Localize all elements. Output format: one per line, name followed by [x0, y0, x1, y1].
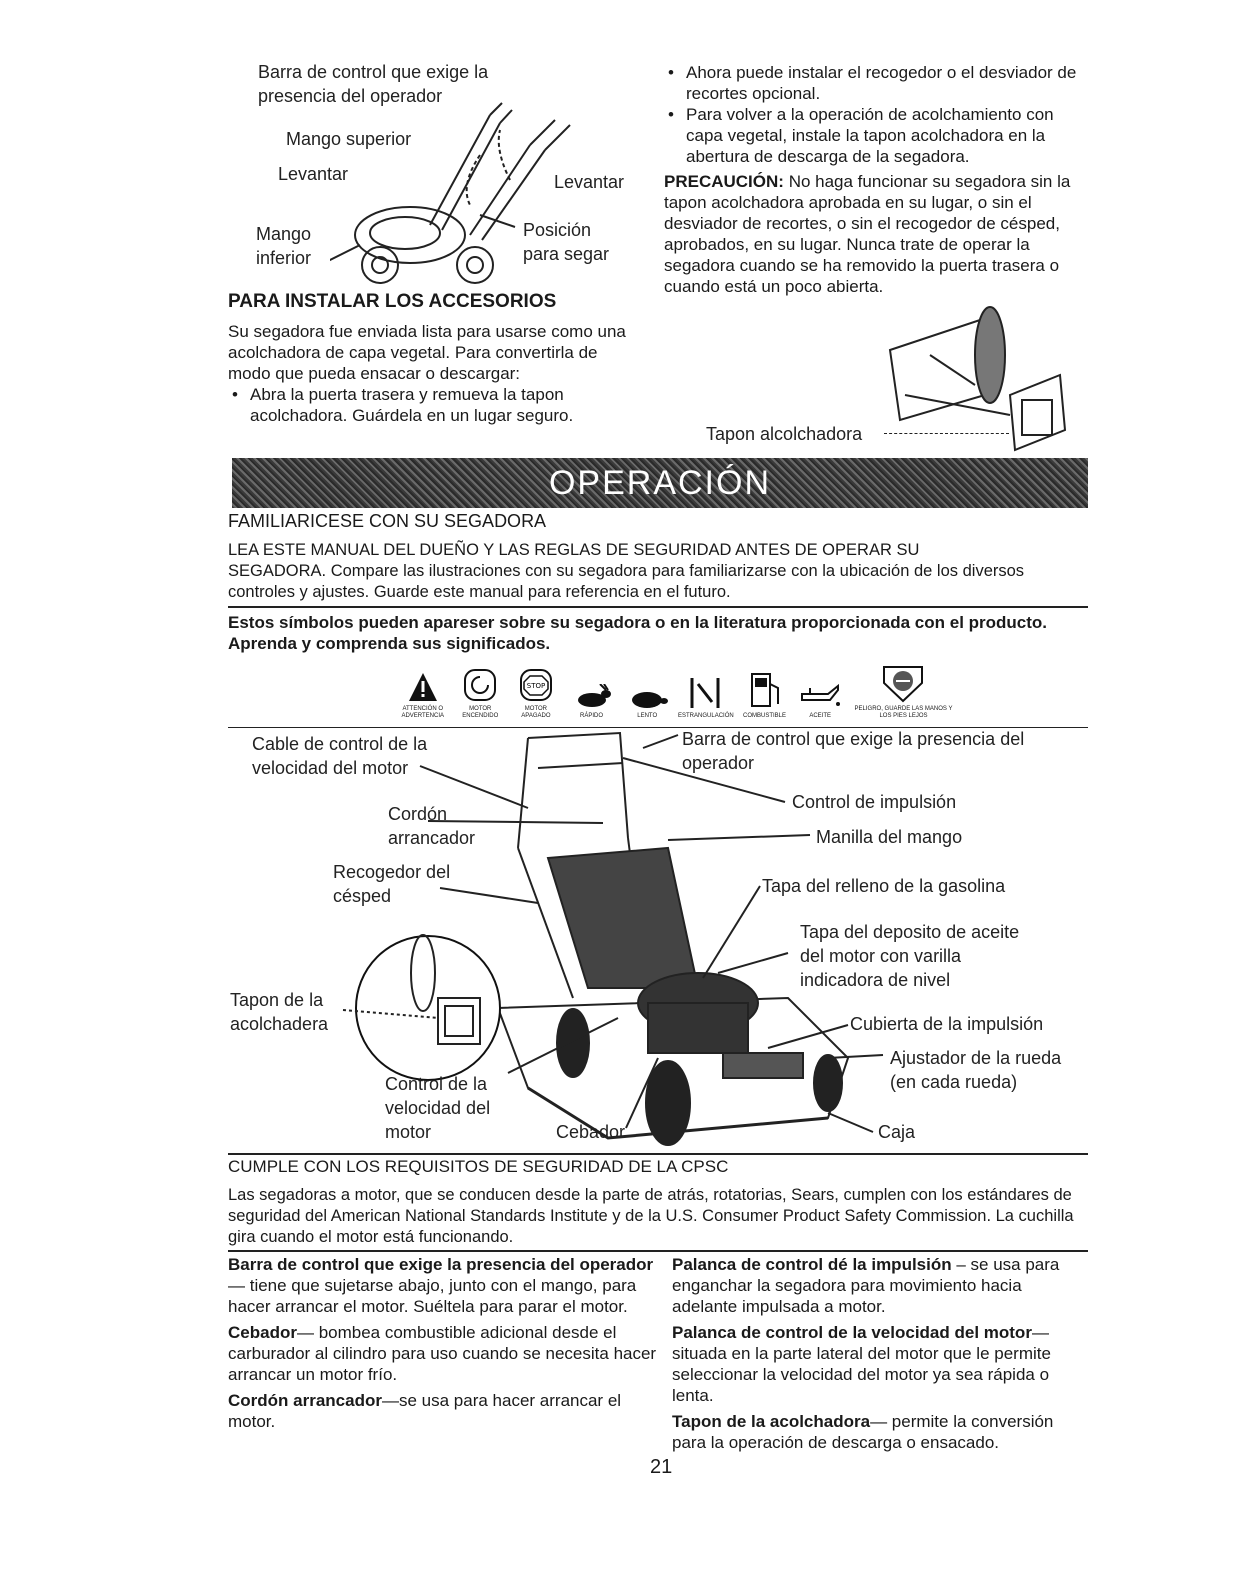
definition-term: Barra de control que exige la presencia del operador	[228, 1255, 654, 1274]
right-bullet-1: • Ahora puede instalar el recogedor o el desviador de recortes opcional.	[664, 62, 1084, 104]
familiarize-heading: FAMILIARICESE CON SU SEGADORA	[228, 511, 547, 531]
label-drive-control: Control de impulsión	[792, 792, 957, 812]
definition-item	[672, 1322, 1087, 1406]
label-grass-catcher: Recogedor del césped	[333, 862, 451, 906]
turtle-icon	[625, 686, 669, 710]
definition-item	[228, 1322, 658, 1385]
definition-term: Cebador	[228, 1323, 297, 1342]
install-bullets	[228, 384, 628, 426]
label-control-bar: Barra de control que exige la presencia del operador	[682, 729, 1025, 773]
divider-3	[228, 1153, 1088, 1155]
definition-item	[672, 1411, 1087, 1453]
handle-position-figure	[330, 85, 590, 290]
fig-label-control-bar: Barra de control que exige la presencia del operador	[258, 62, 489, 106]
choke-icon	[686, 674, 726, 710]
fig-label-upper-handle: Mango superior	[286, 129, 412, 149]
definition-desc: — permite la conversión para la operación de descarga o ensacado.	[672, 1412, 1054, 1452]
definition-term: Palanca de control dé la impulsión	[672, 1255, 952, 1274]
mulch-plug-figure	[870, 300, 1085, 460]
fuel-icon	[748, 670, 782, 710]
definition-term: Cordón arrancador	[228, 1391, 382, 1410]
definition-desc: — tiene que sujetarse abajo, junto con el mango, para hacer arrancar el motor. Suéltela para parar el motor.	[228, 1276, 637, 1316]
fig-label-mow-position: Posición para segar	[523, 220, 610, 264]
engine-on-icon	[462, 667, 498, 703]
label-handle-knob: Manilla del mango	[816, 827, 963, 847]
fig-label-lower-handle: Mango inferior	[256, 224, 312, 268]
symbol-label: ACEITE	[809, 713, 831, 719]
definition-desc: — bombea combustible adicional desde el carburador al cilindro para uso cuando se necesita hacer arrancar un motor frío.	[228, 1323, 657, 1384]
definitions-right	[672, 1254, 1087, 1453]
symbol-fuel	[740, 670, 790, 720]
divider-1	[228, 606, 1088, 608]
symbol-label: ESTRANGULACIÓN	[678, 713, 734, 719]
symbols-row	[396, 650, 956, 720]
symbol-warning	[396, 671, 449, 720]
svg-text:STOP: STOP	[526, 682, 546, 690]
fig-label-raise-right: Levantar	[554, 172, 625, 192]
symbol-fast	[567, 684, 617, 720]
warning-icon	[407, 671, 439, 703]
symbols-intro: Estos símbolos pueden apareser sobre su segadora o en la literatura proporcionada con el producto. Aprenda y comprenda sus significados.	[228, 613, 1048, 653]
caution-text: No haga funcionar su segadora sin la tapon acolchadora aprobada en su lugar, o sin el desviador de recortes, o sin el recogedor de césped, aprobados, en su lugar. Nunca trate de operar la segadora cuando se ha removido la puerta trasera o cuando está un poco abierta.	[664, 172, 1071, 296]
label-starter-rope: Cordón arrancador	[388, 804, 476, 848]
definitions-left	[228, 1254, 658, 1432]
label-housing: Caja	[878, 1122, 916, 1142]
definition-item	[672, 1254, 1087, 1317]
definition-desc: — situada en la parte lateral del motor que le permite seleccionar la velocidad del motor ya sea rápida o lenta.	[672, 1323, 1051, 1405]
label-speed-control: Control de la velocidad del motor	[385, 1074, 491, 1142]
right-bullet-2: • Para volver a la operación de acolchamiento con capa vegetal, instale la tapon acolchadora en la abertura de descarga de la segadora.	[664, 104, 1084, 167]
symbol-stop	[511, 667, 561, 720]
divider-4	[228, 1250, 1088, 1252]
label-drive-cover: Cubierta de la impulsión	[850, 1014, 1044, 1034]
install-accessories-text: Su segadora fue enviada lista para usarse como una acolchadora de capa vegetal. Para convertirla de modo que pueda ensacar o descargar:	[228, 322, 626, 383]
symbol-slow	[622, 686, 672, 720]
caution-block	[664, 171, 1084, 297]
fig-label-raise-left: Levantar	[278, 164, 349, 184]
mulch-plug-leader	[884, 433, 1009, 434]
hazard-icon	[880, 663, 926, 703]
label-fuel-cap: Tapa del relleno de la gasolina	[762, 876, 1006, 896]
symbol-label: RÁPIDO	[580, 713, 604, 719]
definition-term: Palanca de control de la velocidad del motor	[672, 1323, 1032, 1342]
definition-desc: – se usa para enganchar la segadora para movimiento hacia adelante impulsada a motor.	[672, 1255, 1060, 1316]
definition-item	[228, 1390, 658, 1432]
operation-banner	[232, 458, 1088, 508]
definition-item	[228, 1254, 658, 1317]
familiarize-caps: LEA ESTE MANUAL DEL DUEÑO Y LAS REGLAS DE SEGURIDAD ANTES DE OPERAR SU	[228, 541, 920, 559]
symbol-engine-on	[455, 667, 505, 720]
symbol-oil	[795, 680, 845, 720]
label-wheel-adjuster: Ajustador de la rueda (en cada rueda)	[890, 1048, 1062, 1092]
label-mulch-plug: Tapon de la acolchadera	[230, 990, 329, 1034]
definition-desc: —se usa para hacer arrancar el motor.	[228, 1391, 622, 1431]
symbol-label: LENTO	[637, 713, 658, 719]
right-bullets	[664, 62, 1084, 167]
install-accessories-heading: PARA INSTALAR LOS ACCESORIOS	[228, 291, 557, 312]
page-number: 21	[650, 1456, 673, 1478]
label-oil-cap: Tapa del deposito de aceite del motor con varilla indicadora de nivel	[800, 922, 1020, 990]
symbol-hazard	[851, 663, 956, 720]
symbol-label: COMBUSTIBLE	[743, 713, 787, 719]
label-speed-cable: Cable de control de la velocidad del motor	[252, 734, 428, 778]
install-bullet: • Abra la puerta trasera y remueva la tapon acolchadora. Guárdela en un lugar seguro.	[228, 384, 628, 426]
cpsc-text: Las segadoras a motor, que se conducen desde la parte de atrás, rotatorias, Sears, cumplen con los estándares de seguridad del American National Standards Institute y de la U.S. Consumer Product Safety Commission. La cuchilla gira cuando el motor está funcionando.	[228, 1186, 1074, 1246]
oil-icon	[798, 680, 842, 710]
label-primer: Cebador	[556, 1122, 626, 1142]
caution-label: PRECAUCIÓN:	[664, 172, 784, 191]
rabbit-icon	[570, 684, 614, 710]
symbol-choke	[678, 674, 734, 720]
definition-term: Tapon de la acolchadora	[672, 1412, 871, 1431]
cpsc-heading: CUMPLE CON LOS REQUISITOS DE SEGURIDAD DE LA CPSC	[228, 1157, 729, 1176]
mulch-plug-label: Tapon alcolchadora	[706, 424, 863, 444]
familiarize-text: SEGADORA. Compare las ilustraciones con su segadora para familiarizarse con la ubicación de los diversos controles y ajustes. Guarde este manual para referencia en el futuro.	[228, 562, 1025, 601]
symbol-label: MOTOR ENCENDIDO	[462, 706, 499, 719]
operation-title: OPERACIÓN	[548, 463, 772, 502]
symbol-label: PELIGRO, GUARDE LAS MANOS Y LOS PIES LEJOS	[854, 706, 953, 719]
symbol-label: ATTENCIÓN O ADVERTENCIA	[401, 706, 445, 719]
symbol-label: MOTOR APAGADO	[521, 706, 551, 719]
stop-icon	[518, 667, 554, 703]
